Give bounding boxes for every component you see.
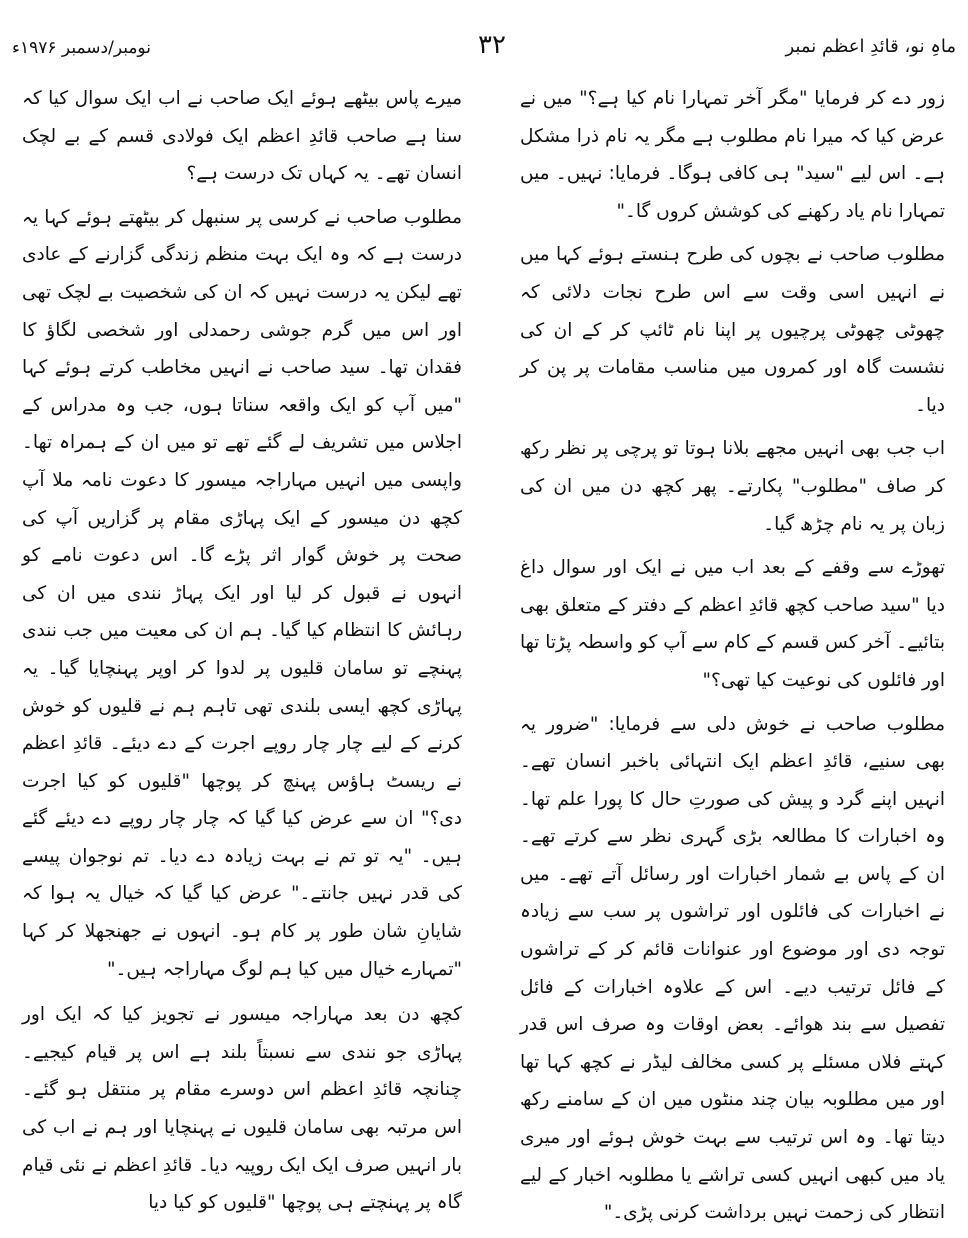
paragraph: مطلوب صاحب نے بچوں کی طرح ہنستے ہوئے کہا میں نے انہیں اسی وقت سے اس طرح نجات دلائی کہ چھوٹی چھوٹی پرچیوں پر اپنا نام ٹائپ کر کے ان کی نشست گاہ اور کمروں میں مناسب مقامات پر پن کر دیا۔ (520, 244, 945, 416)
paragraph: کچھ دن بعد مہاراجہ میسور نے تجویز کیا کہ ایک اور پہاڑی جو نندی سے نسبتاً بلند ہے اس پر قیام کیجیے۔ چنانچہ قائدِ اعظم اس دوسرے مقام پر منتقل ہو گئے۔ اس مرتبہ بھی سامان قلیوں نے پہنچایا اور ہم نے اب کی بار انہیں صرف ایک ایک روپیہ دیا۔ قائدِ اعظم نے نئی قیام گاہ پر پہنچتے ہی پوچھا "قلیوں کو کیا دیا (22, 1004, 462, 1214)
issue-date: نومبر/دسمبر ۱۹۷۶ء (12, 38, 151, 58)
page-header (12, 30, 956, 70)
right-column (520, 80, 945, 1238)
paragraph: مطلوب صاحب نے کرسی پر سنبھل کر بیٹھتے ہوئے کہا یہ درست ہے کہ وہ ایک بہت منظم زندگی گزارنے کے عادی تھے لیکن یہ درست نہیں کہ ان کی شخصیت بے لچک تھی اور اس میں گرم جوشی رحمدلی اور شخصی لگاؤ کا فقدان تھا۔ سید صاحب نے انہیں مخاطب کرتے ہوئے کہا "میں آپ کو ایک واقعہ سناتا ہوں، جب وہ مدراس کے اجلاس میں تشریف لے گئے تھے تو میں ان کے ہمراہ تھا۔ واپسی میں انہیں مہاراجہ میسور کا دعوت نامہ ملا آپ کچھ دن میسور کے ایک پہاڑی مقام پر گزاریں آپ کی صحت پر خوش گوار اثر پڑے گا۔ اس دعوت نامے کو انہوں نے قبول کر لیا اور ایک پہاڑ نندی میں ان کی رہائش کا انتظام کیا گیا۔ ہم ان کی معیت میں جب نندی پہنچے تو سامان قلیوں پر لدوا کر اوپر پہنچایا گیا۔ یہ پہاڑی کچھ ایسی بلندی تھی تاہم ہم نے قلیوں کو خوش کرنے کے لیے چار چار روپے اجرت کے دے دیئے۔ قائدِ اعظم نے ریسٹ ہاؤس پہنچ کر پوچھا "قلیوں کو کیا اجرت دی؟" ان سے عرض کیا گیا کہ چار چار روپے دے دیئے گئے ہیں۔ "یہ تو تم نے بہت زیادہ دے دیا۔ تم نوجوان پیسے کی قدر نہیں جانتے۔" عرض کیا گیا کہ خیال یہ ہوا کہ شایانِ شان طور پر کام ہو۔ انہوں نے جھنجھلا کر کہا "تمہارے خیال میں کیا ہم لوگ مہاراجہ ہیں۔" (22, 206, 462, 980)
paragraph: تھوڑے سے وقفے کے بعد اب میں نے ایک اور سوال داغ دیا "سید صاحب کچھ قائدِ اعظم کے دفتر کے متعلق بھی بتائیے۔ آخر کس قسم کے کام سے آپ کو واسطہ پڑتا تھا اور فائلوں کی نوعیت کیا تھی؟" (520, 557, 945, 691)
paragraph: اب جب بھی انہیں مجھے بلانا ہوتا تو پرچی پر نظر رکھ کر صاف "مطلوب" پکارتے۔ پھر کچھ دن میں ان کی زبان پر یہ نام چڑھ گیا۔ (520, 438, 945, 535)
left-column (22, 80, 462, 1228)
paragraph: زور دے کر فرمایا "مگر آخر تمہارا نام کیا ہے؟" میں نے عرض کیا کہ میرا نام مطلوب ہے مگر یہ نام ذرا مشکل ہے۔ اس لیے "سید" ہی کافی ہوگا۔ فرمایا: نہیں۔ میں تمہارا نام یاد رکھنے کی کوشش کروں گا۔" (520, 88, 945, 222)
magazine-title: ماہِ نو، قائدِ اعظم نمبر (785, 36, 956, 57)
paragraph: میرے پاس بیٹھے ہوئے ایک صاحب نے اب ایک سوال کیا کہ سنا ہے صاحب قائدِ اعظم ایک فولادی قسم کے بے لچک انسان تھے۔ یہ کہاں تک درست ہے؟ (22, 88, 462, 185)
paragraph: مطلوب صاحب نے خوش دلی سے فرمایا: "ضرور یہ بھی سنیے، قائدِ اعظم ایک انتہائی باخبر انسان تھے۔ انہیں اپنے گرد و پیش کی صورتِ حال کا پورا علم تھا۔ وہ اخبارات کا مطالعہ بڑی گہری نظر سے کرتے تھے۔ ان کے پاس بے شمار اخبارات اور رسائل آتے تھے۔ میں نے اخبارات کی فائلوں اور تراشوں پر سب سے زیادہ توجہ دی اور موضوع اور عنوانات قائم کر کے تراشوں کے فائل ترتیب دیے۔ اس کے علاوہ اخبارات کے فائل تفصیل سے بند ھوائے۔ بعض اوقات وہ صرف اس قدر کہتے فلاں مسئلے پر کسی مخالف لیڈر نے کچھ کہا تھا اور میں مطلوبہ بیان چند منٹوں میں ان کے سامنے رکھ دیتا تھا۔ وہ اس ترتیب سے بہت خوش ہوئے اور میری یاد میں کبھی انہیں کسی تراشے یا مطلوبہ اخبار کے لیے انتظار کی زحمت نہیں برداشت کرنی پڑی۔" (520, 713, 945, 1224)
page-number: ۳۲ (478, 30, 506, 60)
